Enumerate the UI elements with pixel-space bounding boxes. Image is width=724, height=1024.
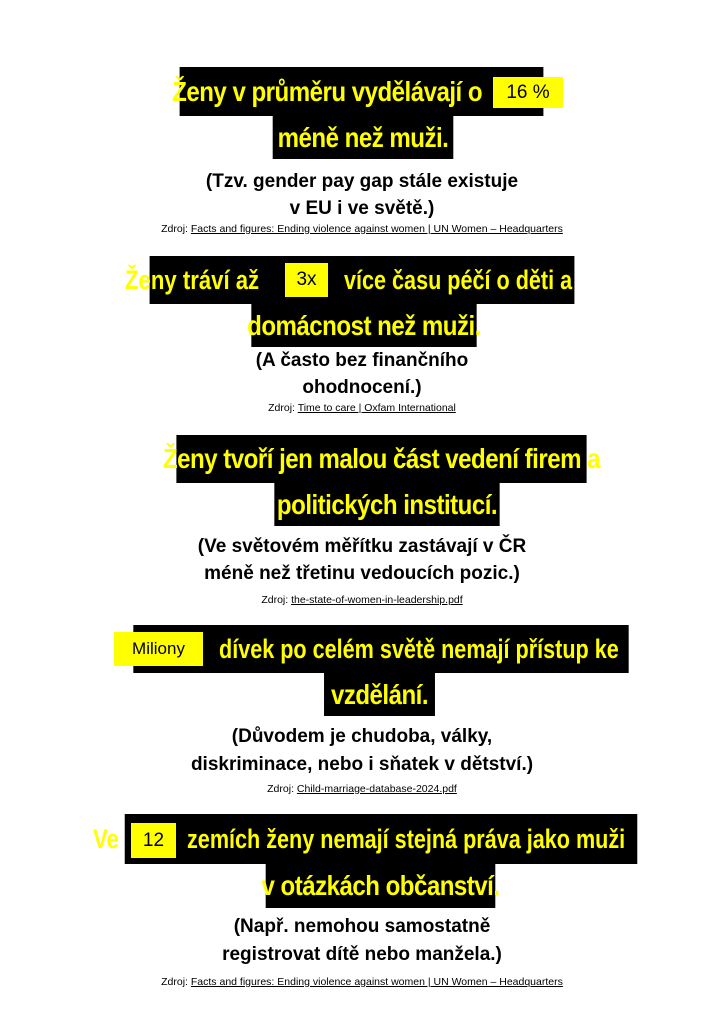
headline-4-line-2 (324, 673, 435, 716)
stat-badge-16-percent (493, 77, 563, 108)
headline-4-line-2-text: vzdělání. (330, 678, 429, 710)
source-2 (0, 403, 724, 414)
headline-1-line-2 (273, 116, 454, 159)
note-4-line-1: (Důvodem je chudoba, války, (231, 726, 493, 747)
source-label: Zdroj: (161, 223, 188, 235)
headline-3-line-2 (274, 483, 499, 526)
headline-1-line-2-text: méně než muži. (277, 121, 449, 153)
source-link-3[interactable]: the-state-of-women-in-leadership.pdf (291, 594, 463, 606)
headline-2-line-1b-text: více času péčí o děti a (344, 264, 573, 295)
note-5-line-2: registrovat dítě nebo manžela.) (222, 944, 502, 965)
note-2-line-2: ohodnocení.) (302, 377, 422, 398)
source-link-1[interactable]: Facts and figures: Ending violence against women | UN Women – Headquarters (190, 223, 563, 235)
headline-2-line-2 (247, 304, 481, 347)
headline-5-line-1b-text: zemích ženy nemají stejná práva jako muži (187, 823, 626, 854)
headline-3-line-1 (162, 435, 601, 483)
source-1 (0, 224, 724, 235)
note-2-line-1: (A často bez finančního (255, 350, 469, 371)
source-3 (0, 595, 724, 606)
headline-1-line-1-text: Ženy v průměru vydělávají o (172, 75, 483, 107)
stat-badge-text: Miliony (132, 639, 185, 658)
source-link-4[interactable]: Child-marriage-database-2024.pdf (296, 783, 457, 795)
note-4-line-2: diskriminace, nebo i sňatek v dětství.) (190, 754, 534, 775)
note-5-line-1: (Např. nemohou samostatně (233, 916, 491, 937)
headline-4-line-1b-text: dívek po celém světě nemají přístup ke (219, 633, 619, 664)
stat-badge-text: 12 (142, 829, 165, 851)
headline-5-line-2-text: v otázkách občanství. (261, 870, 500, 901)
source-link-5[interactable]: Facts and figures: Ending violence against women | UN Women – Headquarters (190, 976, 563, 988)
headline-2-line-1b (344, 262, 629, 298)
headline-4-line-1b (219, 631, 719, 667)
source-label: Zdroj: (161, 976, 188, 988)
stat-badge-miliony (114, 632, 203, 666)
stat-badge-12 (131, 823, 176, 858)
source-5 (0, 977, 724, 988)
headline-5-line-1a (93, 821, 125, 857)
headline-3-line-1-text: Ženy tvoří jen malou část vedení firem a (162, 443, 601, 474)
source-label: Zdroj: (261, 594, 289, 606)
stat-badge-text: 3x (296, 269, 317, 290)
headline-5-line-1a-text: Ve (93, 823, 119, 854)
headline-1-line-1 (172, 67, 544, 116)
source-label: Zdroj: (268, 402, 295, 414)
source-label: Zdroj: (267, 783, 294, 795)
headline-2-line-1a (125, 262, 289, 298)
stat-badge-text: 16 % (506, 81, 550, 103)
source-link-2[interactable]: Time to care | Oxfam International (297, 402, 456, 414)
headline-3-line-2-text: politických institucí. (276, 488, 498, 520)
headline-2-line-2-text: domácnost než muži. (247, 309, 481, 341)
headline-5-line-1b (187, 821, 724, 857)
source-4 (0, 784, 724, 795)
note-3-line-2: méně než třetinu vedoucích pozic.) (204, 563, 520, 584)
headline-2-line-1a-text: Ženy tráví až (125, 264, 260, 295)
stat-badge-3x (285, 263, 328, 297)
note-3-line-1: (Ve světovém měřítku zastávají v ČR (197, 536, 527, 557)
note-1-line-2: v EU i ve světě.) (289, 198, 435, 219)
headline-5-line-2 (261, 864, 500, 908)
note-1-line-1: (Tzv. gender pay gap stále existuje (205, 171, 519, 192)
